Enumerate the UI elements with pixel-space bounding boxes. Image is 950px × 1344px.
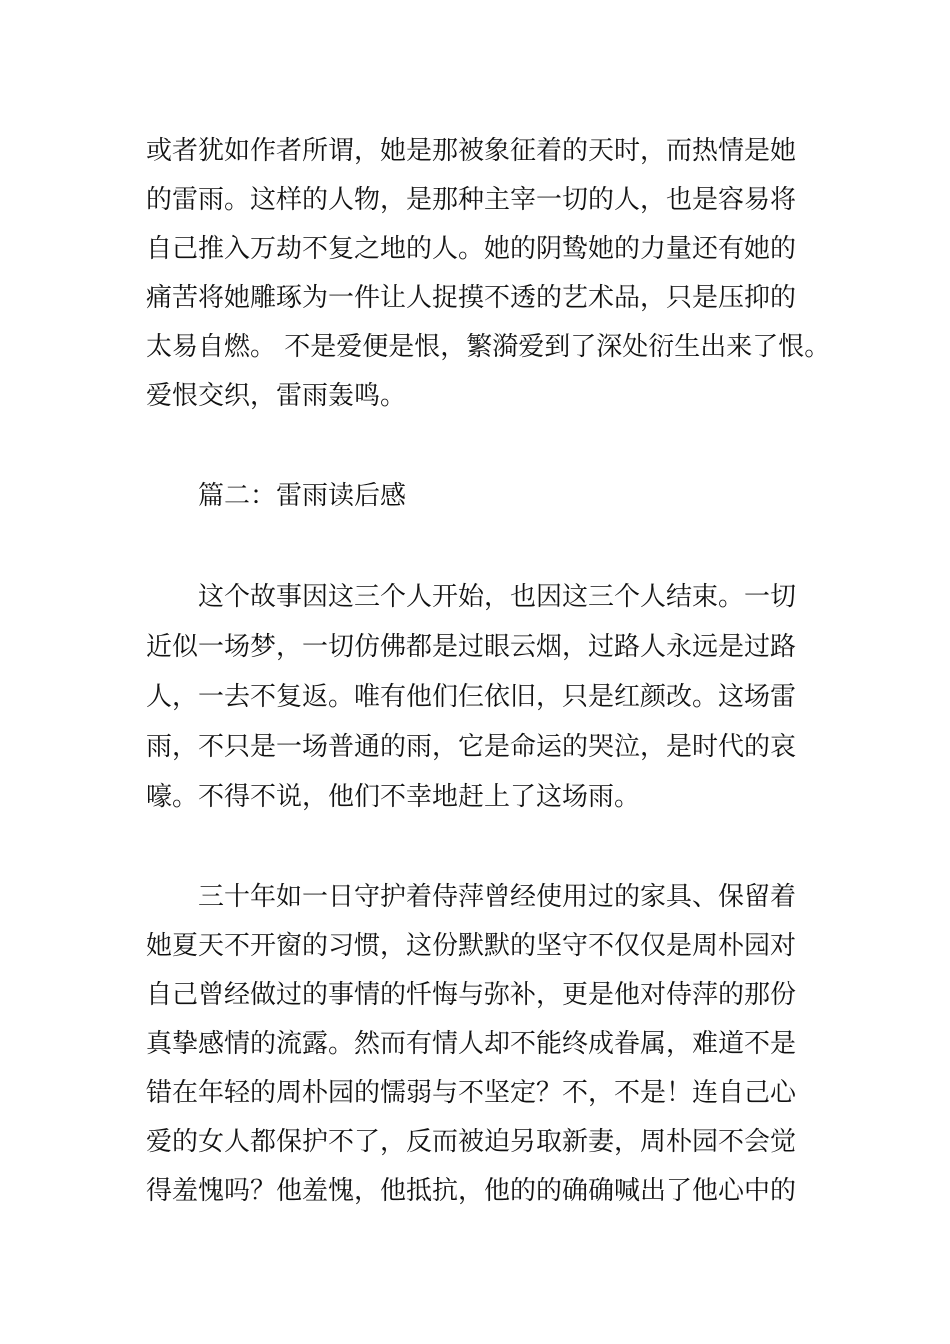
paragraph-2-line-2: 近似一场梦，一切仿佛都是过眼云烟，过路人永远是过路 bbox=[146, 632, 797, 662]
paragraph-3-line-3: 自己曾经做过的事情的忏悔与弥补，更是他对侍萍的那份 bbox=[146, 980, 797, 1010]
paragraph-1-line-6: 爱恨交织，雷雨轰鸣。 bbox=[146, 381, 407, 411]
paragraph-3-line-6: 爱的女人都保护不了，反而被迫另取新妻，周朴园不会觉 bbox=[146, 1127, 797, 1157]
paragraph-2-line-1: 这个故事因这三个人开始，也因这三个人结束。一切 bbox=[198, 582, 797, 612]
paragraph-2-line-3: 人，一去不复返。唯有他们仨依旧，只是红颜改。这场雷 bbox=[146, 682, 797, 712]
paragraph-1-line-4: 痛苦将她雕琢为一件让人捉摸不透的艺术品，只是压抑的 bbox=[146, 283, 797, 313]
paragraph-1-line-1: 或者犹如作者所谓，她是那被象征着的天时，而热情是她 bbox=[146, 136, 797, 166]
paragraph-3-line-1: 三十年如一日守护着侍萍曾经使用过的家具、保留着 bbox=[198, 882, 797, 912]
paragraph-2-line-4: 雨，不只是一场普通的雨，它是命运的哭泣，是时代的哀 bbox=[146, 732, 797, 762]
paragraph-1-line-3: 自己推入万劫不复之地的人。她的阴鸷她的力量还有她的 bbox=[146, 234, 797, 264]
paragraph-2-line-5: 嚎。不得不说，他们不幸地赶上了这场雨。 bbox=[146, 782, 641, 812]
paragraph-1-line-2: 的雷雨。这样的人物，是那种主宰一切的人，也是容易将 bbox=[146, 185, 797, 215]
paragraph-3-line-7: 得羞愧吗？他羞愧，他抵抗，他的的确确喊出了他心中的 bbox=[146, 1176, 797, 1206]
paragraph-1-line-5: 太易自燃。 不是爱便是恨，繁漪爱到了深处衍生出来了恨。 bbox=[146, 332, 831, 362]
paragraph-3-line-5: 错在年轻的周朴园的懦弱与不坚定？不，不是！连自己心 bbox=[146, 1078, 797, 1108]
section-heading: 篇二：雷雨读后感 bbox=[198, 481, 407, 511]
paragraph-3-line-2: 她夏天不开窗的习惯，这份默默的坚守不仅仅是周朴园对 bbox=[146, 931, 797, 961]
paragraph-3-line-4: 真挚感情的流露。然而有情人却不能终成眷属，难道不是 bbox=[146, 1029, 797, 1059]
